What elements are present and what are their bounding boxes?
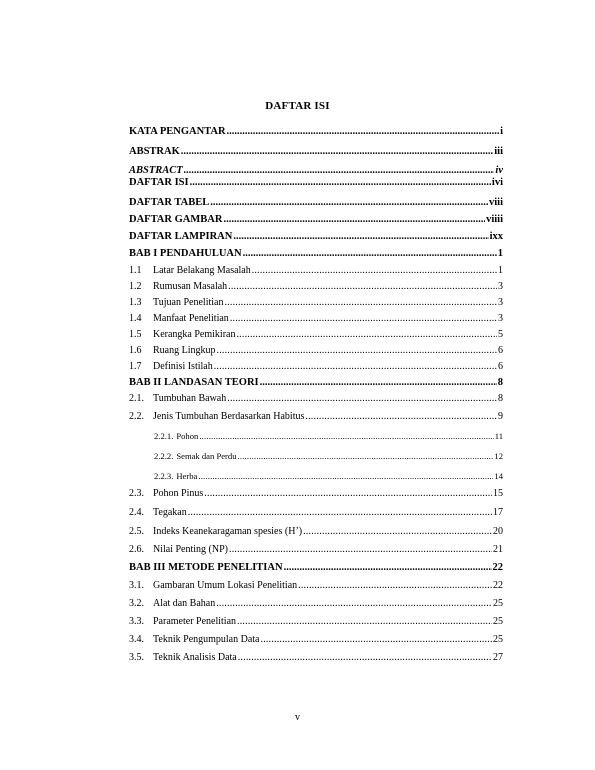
toc-entry-label: Nilai Penting (NP): [153, 544, 228, 555]
toc-entry-number: 1.4: [129, 313, 142, 324]
toc-entry-label: Latar Belakang Masalah: [153, 265, 251, 276]
toc-entry: [129, 580, 503, 592]
toc-entry-page: 27: [493, 652, 503, 663]
toc-entry-number: 2.3.: [129, 488, 144, 499]
toc-entry-number: 2.5.: [129, 526, 144, 537]
toc-entry: [129, 313, 503, 325]
toc-entry: [129, 248, 503, 260]
toc-entry-page: 6: [498, 345, 503, 356]
toc-leader: [252, 265, 497, 277]
toc-entry-label: Herba: [176, 471, 198, 481]
toc-entry: [129, 377, 503, 389]
toc-entry: [129, 488, 503, 500]
toc-leader: [198, 470, 493, 482]
toc-entry-page: ivi: [491, 177, 503, 188]
page-number: v: [295, 712, 300, 723]
toc-entry-page: 6: [498, 361, 503, 372]
toc-entry: [129, 634, 503, 646]
toc-entry-label: Gambaran Umum Lokasi Penelitian: [153, 580, 298, 591]
toc-entry-label: Parameter Penelitian: [153, 616, 237, 627]
toc-entry-label: BAB III METODE PENELITIAN: [129, 562, 283, 573]
page-title: DAFTAR ISI: [265, 100, 330, 112]
toc-entry-number: 2.2.3.: [154, 471, 174, 481]
toc-entry: [129, 177, 503, 189]
toc-entry-page: 3: [498, 313, 503, 324]
toc-entry-page: i: [500, 126, 503, 137]
toc-leader: [230, 313, 497, 325]
toc-entry-label: Pohon: [176, 431, 199, 441]
toc-leader: [227, 393, 497, 405]
toc-entry-label: DAFTAR GAMBAR: [129, 214, 223, 225]
toc-entry-number: 3.2.: [129, 598, 144, 609]
toc-entry-page: 8: [498, 393, 503, 404]
toc-entry-number: 3.4.: [129, 634, 144, 645]
toc-leader: [284, 562, 492, 574]
toc-entry-label: Teknik Analisis Data: [153, 652, 237, 663]
toc-leader: [199, 430, 493, 442]
toc-leader: [204, 488, 492, 500]
toc-leader: [233, 231, 488, 243]
toc-entry-page: 17: [493, 507, 503, 518]
toc-entry-number: 2.1.: [129, 393, 144, 404]
table-of-contents: [129, 124, 503, 664]
toc-entry-page: 25: [493, 634, 503, 645]
toc-leader: [237, 616, 492, 628]
toc-entry-label: Indeks Keanekaragaman spesies (H’): [153, 526, 303, 537]
toc-entry-label: Kerangka Pemikiran: [153, 329, 236, 340]
toc-entry-page: viii: [488, 197, 503, 208]
toc-entry-label: DAFTAR LAMPIRAN: [129, 231, 233, 242]
toc-entry-label: Tujuan Penelitian: [153, 297, 224, 308]
toc-leader: [181, 146, 493, 158]
toc-entry-page: 11: [494, 431, 503, 441]
toc-entry-number: 1.5: [129, 329, 142, 340]
toc-leader: [303, 526, 492, 538]
toc-leader: [229, 544, 492, 556]
toc-entry-page: 12: [494, 451, 503, 461]
toc-entry-number: 3.5.: [129, 652, 144, 663]
toc-leader: [298, 580, 492, 592]
toc-entry-number: 1.6: [129, 345, 142, 356]
toc-entry-label: Tumbuhan Bawah: [153, 393, 227, 404]
toc-entry-page: 22: [493, 580, 503, 591]
toc-entry-label: KATA PENGANTAR: [129, 126, 226, 137]
toc-entry-label: Semak dan Perdu: [176, 451, 237, 461]
toc-leader: [188, 507, 492, 519]
toc-entry: [129, 507, 503, 519]
toc-entry-page: 15: [493, 488, 503, 499]
toc-leader: [243, 248, 497, 260]
toc-entry-page: 5: [498, 329, 503, 340]
toc-entry: [129, 526, 503, 538]
toc-entry: [129, 281, 503, 293]
toc-entry: [129, 598, 503, 610]
toc-leader: [261, 634, 493, 646]
toc-entry: [129, 265, 503, 277]
toc-leader: [236, 329, 497, 341]
toc-entry-label: Definisi Istilah: [153, 361, 213, 372]
toc-entry-label: Manfaat Penelitian: [153, 313, 229, 324]
toc-leader: [216, 598, 492, 610]
toc-entry-label: BAB II LANDASAN TEORI: [129, 377, 259, 388]
toc-entry: [129, 146, 503, 158]
toc-entry-number: 1.3: [129, 297, 142, 308]
toc-entry-page: 9: [498, 411, 503, 422]
toc-leader: [217, 345, 498, 357]
toc-entry-page: viiii: [486, 214, 503, 225]
toc-entry-label: Teknik Pengumpulan Data: [153, 634, 260, 645]
toc-entry-number: 2.4.: [129, 507, 144, 518]
toc-entry-number: 1.1: [129, 265, 142, 276]
toc-entry-page: ixx: [489, 231, 503, 242]
toc-entry-number: 3.3.: [129, 616, 144, 627]
toc-entry-number: 1.7: [129, 361, 142, 372]
toc-entry-page: 14: [494, 471, 503, 481]
toc-entry-page: 20: [493, 526, 503, 537]
toc-entry: [129, 470, 503, 482]
toc-entry: [129, 616, 503, 628]
toc-entry: [129, 165, 503, 177]
toc-entry-label: Rumusan Masalah: [153, 281, 228, 292]
toc-entry-number: 3.1.: [129, 580, 144, 591]
toc-leader: [184, 165, 495, 177]
toc-entry-page: iii: [494, 146, 503, 157]
toc-entry-number: 2.2.1.: [154, 431, 174, 441]
toc-leader: [305, 411, 497, 423]
toc-entry-label: Pohon Pinus: [153, 488, 204, 499]
toc-entry-page: 21: [493, 544, 503, 555]
toc-entry-number: 2.2.2.: [154, 451, 174, 461]
toc-entry-label: DAFTAR ISI: [129, 177, 189, 188]
toc-entry-label: Tegakan: [153, 507, 187, 518]
toc-leader: [228, 281, 497, 293]
toc-entry: [129, 411, 503, 423]
toc-leader: [224, 297, 497, 309]
toc-entry-number: 2.6.: [129, 544, 144, 555]
toc-entry: [129, 214, 503, 226]
toc-leader: [223, 214, 485, 226]
toc-entry-label: DAFTAR TABEL: [129, 197, 210, 208]
toc-entry: [129, 297, 503, 309]
toc-entry: [129, 562, 503, 574]
toc-entry: [129, 329, 503, 341]
toc-entry-label: Ruang Lingkup: [153, 345, 216, 356]
toc-leader: [214, 361, 497, 373]
toc-entry: [129, 197, 503, 209]
toc-leader: [227, 126, 500, 138]
toc-entry-label: ABSTRACT: [129, 165, 183, 176]
toc-entry-label: BAB I PENDAHULUAN: [129, 248, 242, 259]
toc-entry: [129, 345, 503, 357]
toc-entry: [129, 450, 503, 462]
toc-entry-page: 1: [497, 248, 503, 259]
toc-leader: [238, 652, 492, 664]
toc-entry: [129, 652, 503, 664]
toc-entry: [129, 430, 503, 442]
toc-entry-label: Jenis Tumbuhan Berdasarkan Habitus: [153, 411, 305, 422]
toc-entry-number: 2.2.: [129, 411, 144, 422]
toc-entry: [129, 361, 503, 373]
toc-entry-number: 1.2: [129, 281, 142, 292]
toc-entry-page: 3: [498, 281, 503, 292]
toc-entry: [129, 544, 503, 556]
toc-entry-page: 3: [498, 297, 503, 308]
toc-entry: [129, 231, 503, 243]
toc-leader: [190, 177, 491, 189]
toc-entry-page: 22: [492, 562, 503, 573]
toc-entry: [129, 126, 503, 138]
toc-entry-label: ABSTRAK: [129, 146, 180, 157]
toc-entry-page: 1: [498, 265, 503, 276]
toc-entry-page: iv: [495, 165, 503, 176]
toc-entry-page: 8: [497, 377, 503, 388]
toc-leader: [210, 197, 488, 209]
toc-leader: [260, 377, 497, 389]
toc-entry-page: 25: [493, 616, 503, 627]
toc-entry: [129, 393, 503, 405]
toc-entry-label: Alat dan Bahan: [153, 598, 216, 609]
toc-entry-page: 25: [493, 598, 503, 609]
toc-leader: [238, 450, 494, 462]
